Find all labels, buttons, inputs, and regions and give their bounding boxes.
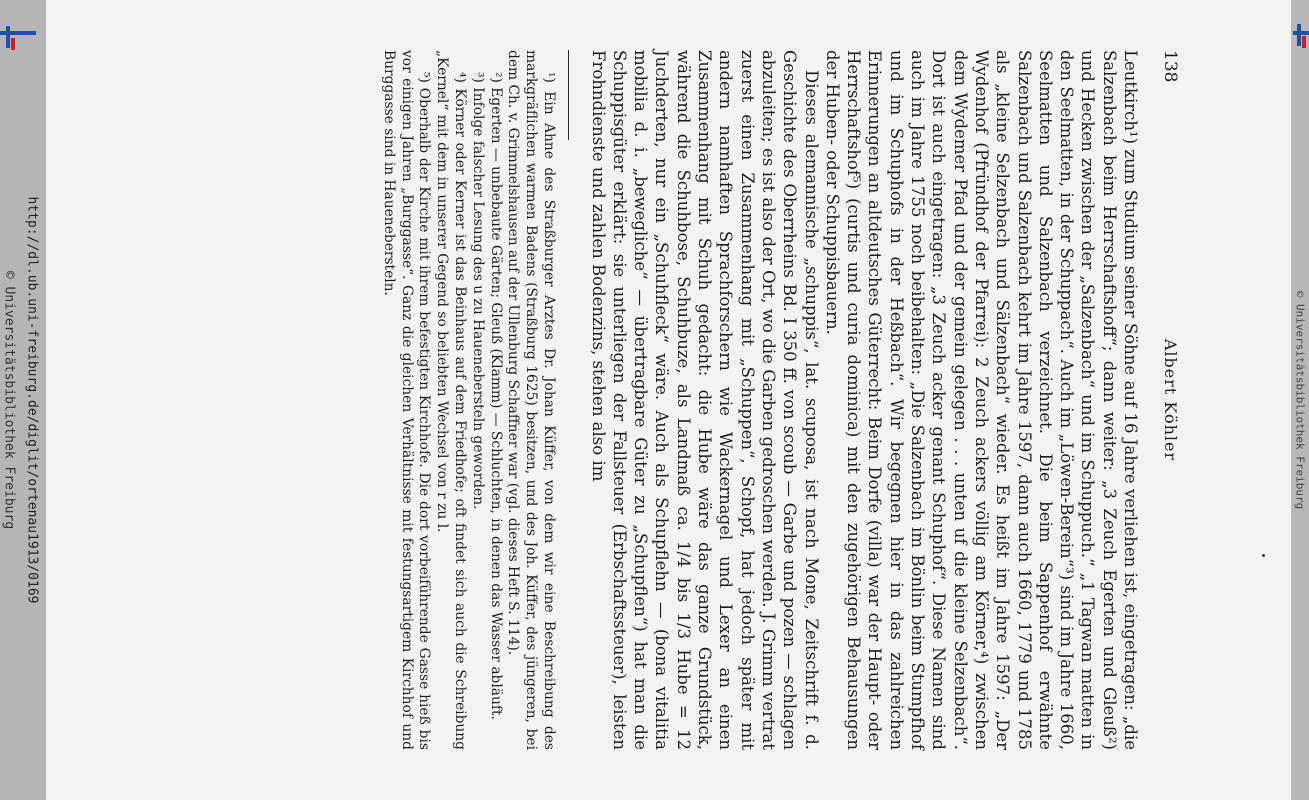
footnote: ¹) Ein Ahne des Straßburger Arztes Dr. Johan Küffer, von dem wir eine Beschreibung des markgräflichen warmen Badens (Straßburg 1625) besitzen, und des Joh. Küffer, des jüngeren, bei dem Ch. v. Grimmelshausen auf der Ullenburg Schaffner war (vgl. dieses Heft S. 114). xyxy=(505,50,557,750)
running-head: Albert Köhler xyxy=(1161,338,1180,462)
scanned-page xyxy=(46,0,1291,800)
footnote: ⁴) Körner oder Kerner ist das Beinhaus auf dem Friedhofe; oft findet sich auch die Schreibung „Kernel“ mit dem in unserer Gegend so beliebten Wechsel von r zu l. xyxy=(434,50,469,750)
right-edge-copyright: © Universitätsbibliothek Freiburg xyxy=(1293,290,1307,510)
scan-registration-mark-left xyxy=(0,22,40,52)
body-paragraph: Leutkirch¹) zum Studium seiner Söhne auf 16 Jahre verliehen ist, eingetragen: „die Salzenbach beim Herrschaftshoff“; dann weiter: „3 Zeuch Egerten und Gleuß²) und Hecken zwischen der „Salzenbach“ und im Schuppuch.“ „1 Tagwan matten in den Seelmatten, in der Schuppach“. Auch im „Löwen-Berein“³) sind im Jahre 1660, Seelmatten und Salzenbach verzeichnet. Die beim Sappenhof erwähnte Salzenbach und Salzenbach kehrt im Jahre 1597, dann auch 1660, 1779 und 1785 als „kleine Selzenbach und Sälzenbach“ wieder. Es heißt im Jahre 1597: „Der Wydenhof (Pfründhof der Pfarrei): 2 Zeuch ackers völlig am Körner,⁴) zwischen dem Wydemer Pfad und der gemein gelegen . . . unten uf die kleine Selzenbach“. Dort ist auch eingetragen: „3 Zeuch acker genant Schuphof“. Diese Namen sind auch im Jahre 1755 noch beibehalten: „Die Salzenbach im Bönlin beim Stumpfhof und im Schuphofs in der Heßbach“. Wir begegnen hier in das zahlreichen Erinnerungen an altdeutsches Güterrecht: Beim Dorfe (villa) war der Haupt- oder Herrschaftshof⁵) (curtis und curia dominica) mit den zugehörigen Behausungen der Huben- oder Schuppisbauern. xyxy=(822,50,1140,750)
scan-registration-mark-right xyxy=(1293,22,1309,52)
copyright-notice: © Universitätsbibliothek Freiburg xyxy=(1,270,17,530)
footnotes xyxy=(379,50,557,750)
page-number: 138 xyxy=(1160,50,1180,83)
footnote: ³) Infolge falscher Lesung des u zu Hauenebersteln geworden. xyxy=(469,72,486,510)
body-paragraph: Dieses alemannische „schuppis“, lat. scuposa, ist nach Mone, Zeitschrift f. d. Geschichte des Oberrheins Bd. I 350 ff. von scoub — Garbe und pozen — schlagen abzuleiten; es ist also der Ort, wo die Garben gedroschen werden. J. Grimm vertrat zuerst einen Zusammenhang mit „Schuppen“, Schopf, hat jedoch später mit andern namhaften Sprachforschern wie Wackernagel und Lexer an einen Zusammenhang mit Schuh gedacht: die Hube wäre das ganze Grundstück, während die Schuhbose, Schuhbuze, als Landmaß ca. 1/4 bis 1/3 Hube = 12 Juchderten, nur ein „Schuhfleck“ wäre. Auch als Schupflehn — (bona vitalitia mobilia d. i. „bewegliche“ — übertragbare Güter zu „Schupflen“) hat man die Schuppisgüter erklärt: sie unterliegen der Fallsteuer (Erbschaftssteuer), leisten Frohndienste und zahlen Bodenzins, stehen also im xyxy=(588,50,821,750)
footnote-separator xyxy=(568,50,569,140)
footnote: ²) Egerten — unbebaute Gärten; Gleuß (Klamm) — Schluchten, in denen das Wasser abläuft. xyxy=(487,72,504,720)
page-header xyxy=(1155,50,1181,750)
body-text xyxy=(587,50,1141,750)
page-content-rotated xyxy=(201,50,1181,750)
footnote: ⁵) Oberhalb der Kirche mit ihrem befestigten Kirchhofe. Die dort vorbeiführende Gasse hieß bis vor einigen Jahren „Burggasse“. Ganz die gleichen Verhältnisse mit festungsartigem Kirchhof und Burggasse sind in Hauenebersteln. xyxy=(380,50,433,750)
source-url[interactable]: http://dl.ub.uni-freiburg.de/diglit/ortenau1913/0169 xyxy=(24,196,40,604)
scan-speck xyxy=(1262,554,1265,557)
